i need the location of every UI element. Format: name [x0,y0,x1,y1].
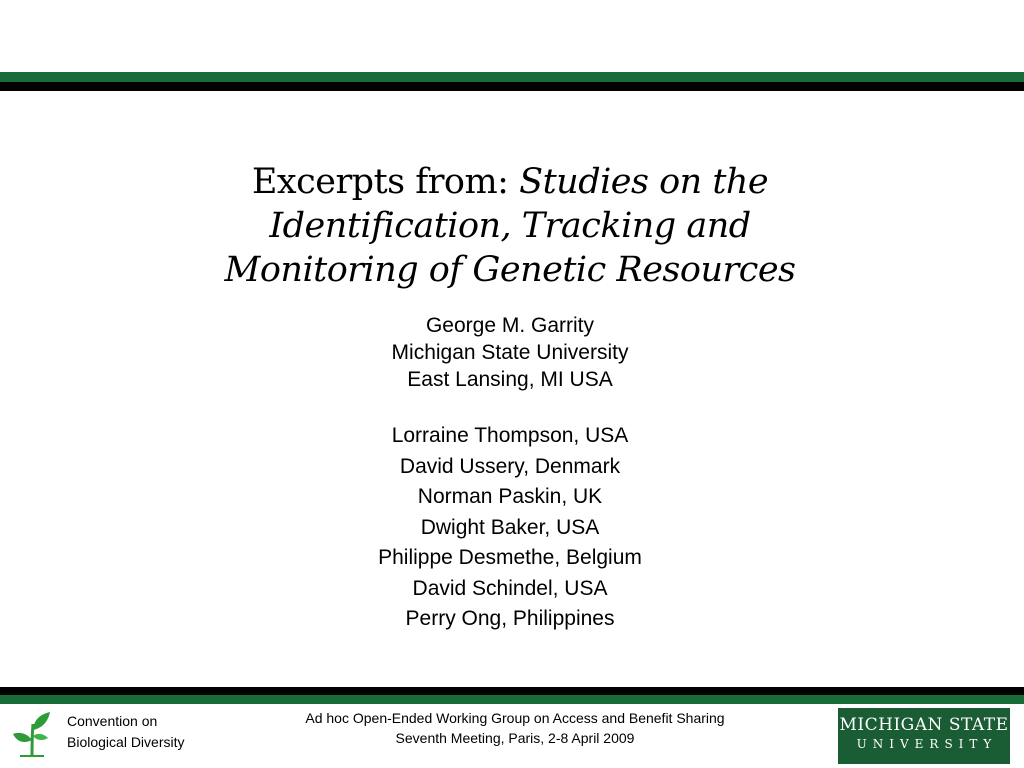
title-prefix: Excerpts from: [251,162,520,202]
contributor-item: Perry Ong, Philippines [405,607,615,630]
bottom-green-band [0,695,1024,704]
msu-logo [838,708,1010,764]
title-line-2: Identification, Tracking and [269,206,751,246]
msu-logo-line-1: MICHIGAN STATE [839,715,1009,735]
contributor-item: Norman Paskin, UK [417,485,603,508]
title-italic-1: Studies on the [519,162,769,202]
contributor-item: Philippe Desmethe, Belgium [378,546,642,569]
author-block [200,312,820,393]
title-line-1 [150,160,870,204]
slide-title [150,160,870,292]
top-green-band [0,72,1024,82]
author-location: East Lansing, MI USA [407,368,613,391]
leaf-sprout-icon [12,710,52,758]
meeting-date: Seventh Meeting, Paris, 2-8 April 2009 [395,730,635,746]
top-black-band [0,82,1024,91]
author-institution: Michigan State University [391,341,629,364]
bottom-black-band [0,687,1024,695]
contributor-item: David Ussery, Denmark [399,454,621,478]
contributor-item: David Schindel, USA [412,576,608,600]
contributor-item: Lorraine Thompson, USA [391,424,629,447]
title-line-3: Monitoring of Genetic Resources [224,250,796,290]
cbd-name-line-2: Biological Diversity [67,734,185,750]
contributor-list [200,421,820,635]
meeting-info [240,708,790,748]
contributor-item: Dwight Baker, USA [420,515,600,539]
cbd-name [67,711,184,753]
meeting-title: Ad hoc Open-Ended Working Group on Access and Benefit Sharing [305,710,725,726]
author-name: George M. Garrity [425,314,595,337]
msu-logo-line-2: UNIVERSITY [856,737,998,751]
cbd-name-line-1: Convention on [67,713,158,729]
